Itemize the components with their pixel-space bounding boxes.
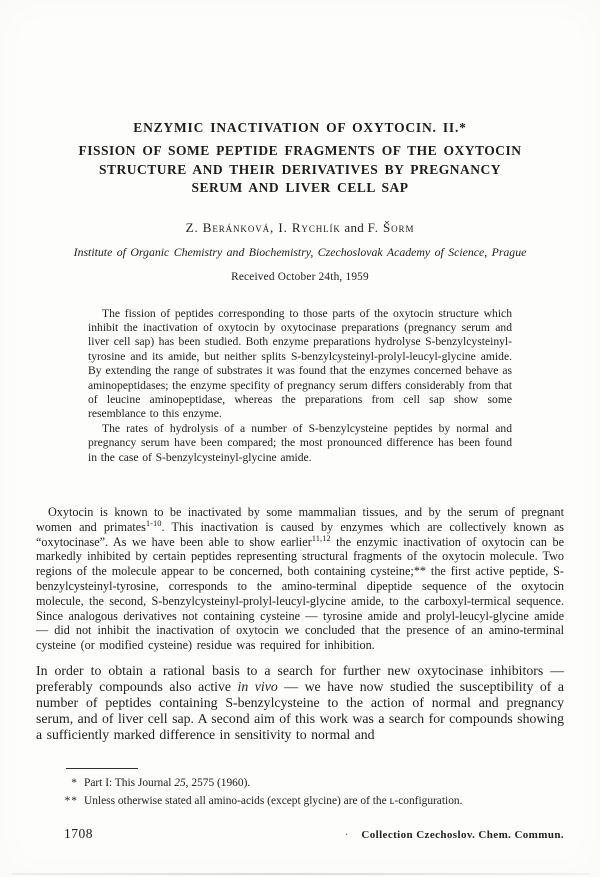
author-names-first: Z. Beránková, I. Rychlík bbox=[185, 219, 341, 235]
abstract-paragraph-1: The fission of peptides corresponding to those parts of the oxytocin structure which inhibit the inactivation of oxytocin by oxytocinase preparations (pregnancy serum and liver cell sap) has been studied. Both enzyme preparations hydrolyse S-benzylcysteinyl-tyrosine and its amide, but neither splits S-benzylcysteinyl-prolyl-leucyl-glycine amide. By extending the range of substrates it was found that the enzymes concerned behave as aminopeptidases; the enzyme specifity of pregnancy serum differs considerably from that of leucine aminopeptidase, whereas the preparations from cell sap show some resemblance to this enzyme. bbox=[88, 306, 512, 421]
footnote-2-text: Unless otherwise stated all amino-acids (except glycine) are of the ʟ-configuration. bbox=[84, 794, 463, 807]
article-title: ENZYMIC INACTIVATION OF OXYTOCIN. II.* bbox=[133, 120, 467, 135]
body-paragraph-1 bbox=[36, 505, 564, 653]
footnote-1-volume: 25 bbox=[174, 777, 186, 789]
body-paragraph-1-text: . This inactivation is caused by enzymes which are collectively known as “oxytocinase”. As we have been able to show earlier bbox=[36, 519, 564, 549]
footnote-1 bbox=[36, 775, 564, 793]
footer-separator-dot: · bbox=[345, 830, 349, 841]
reference-superscript-2: 11,12 bbox=[311, 532, 331, 543]
article-body bbox=[36, 505, 564, 743]
body-paragraph-1-text: the enzymic inactivation of oxytocin can be markedly inhibited by certain peptides representing structural fragments of the oxytocin molecule. Two regions of the molecule appear to be concerned, both containing cysteine;** the first active peptide, S-benzylcysteinyl-tyrosine, corresponds to the amino-terminal dipeptide sequence of the oxytocin molecule, the second, S-benzylcysteinyl-prolyl-leucyl-glycine amide, to the carboxyl-termical sequence. Since analogous derivatives not containing cysteine — tyrosine amide and prolyl-leucyl-glycine amide — did not inhibit the inactivation of oxytocin we concluded that the presence of an amino-terminal cysteine (or modified cysteine) residue was required for inhibition. bbox=[36, 534, 564, 653]
footnote-1-citation: Part I: This Journal bbox=[84, 777, 175, 789]
affiliation-line: Institute of Organic Chemistry and Biochemistry, Czechoslovak Academy of Science, Prague bbox=[73, 244, 527, 259]
body-paragraph-2-text: — we have now studied the susceptibility of a number of peptides containing S-benzylcysteine to the action of normal and pregnancy serum, and of liver cell sap. A second aim of this work was a search for compounds showing a sufficiently marked difference in sensitivity to normal and bbox=[36, 679, 564, 743]
page-number: 1708 bbox=[64, 826, 93, 841]
latin-phrase-italic: in vivo bbox=[237, 679, 278, 695]
authors-line bbox=[36, 220, 564, 236]
body-paragraph-1-text: Oxytocin is known to be inactivated by some mammalian tissues, and by the serum of pregnant women and primates bbox=[36, 504, 564, 534]
journal-reference bbox=[345, 829, 564, 841]
page-footer bbox=[36, 826, 564, 842]
footnote-1-text bbox=[84, 775, 250, 793]
journal-name: Collection Czechoslov. Chem. Commun. bbox=[361, 829, 564, 841]
footnote-2 bbox=[36, 793, 564, 811]
abstract-paragraph-2: The rates of hydrolysis of a number of S-benzylcysteine peptides by normal and pregnancy serum have been compared; the most pronounced difference has been found in the case of S-benzylcysteinyl-glycine amide. bbox=[88, 421, 512, 464]
body-paragraph-2-text: In order to obtain a rational basis to a search for further new oxytocinase inhibitors — preferably compounds also active bbox=[36, 662, 564, 695]
page-bottom-scan-shadow bbox=[12, 873, 590, 875]
article-subtitle: FISSION OF SOME PEPTIDE FRAGMENTS OF THE OXYTOCIN STRUCTURE AND THEIR DERIVATIVES BY PREGNANCY SERUM AND LIVER CELL SAP bbox=[78, 143, 522, 195]
footnotes-block bbox=[36, 768, 564, 810]
authors-conjunction: and bbox=[340, 219, 368, 235]
author-names-last: F. Šorm bbox=[367, 219, 415, 235]
reference-superscript-1: 1-10 bbox=[145, 517, 162, 528]
body-paragraph-2 bbox=[36, 663, 564, 743]
footnote-2-marker: ** bbox=[64, 794, 78, 807]
footnote-1-marker: * bbox=[71, 777, 78, 789]
footnote-1-pages: , 2575 (1960). bbox=[185, 777, 251, 789]
abstract-block bbox=[88, 307, 512, 465]
received-date-line: Received October 24th, 1959 bbox=[231, 270, 369, 283]
footnote-divider bbox=[66, 768, 138, 769]
